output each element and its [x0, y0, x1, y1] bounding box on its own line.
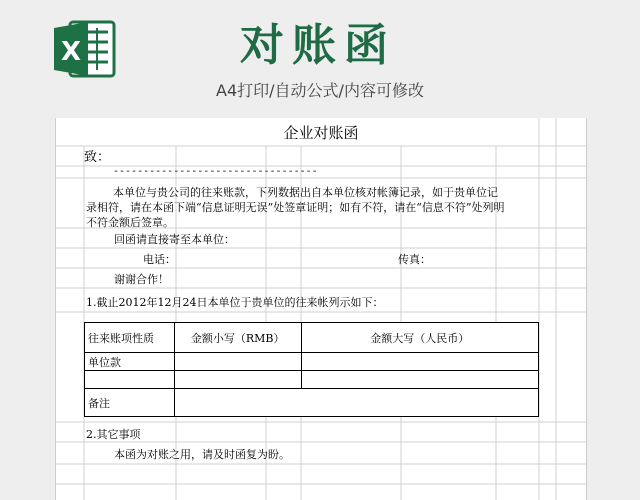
- table-cell[interactable]: [174, 389, 538, 417]
- intro-paragraph: 本单位与贵公司的往来账款，下列数据出自本单位核对帐簿记录，如于贵单位记录相符，请在本函下端“信息证明无误”处签章证明；如有不符，请在“信息不符”处列明不符金额后签章。: [86, 186, 505, 229]
- recipient-blank-line: ----------------------------------: [113, 166, 318, 177]
- sheet-title: 企业对账函: [283, 124, 359, 142]
- table-header-cell: 金额小写（RMB）: [174, 323, 301, 353]
- table-cell[interactable]: [301, 371, 538, 389]
- phone-label: 电话：: [143, 253, 176, 266]
- thanks-text: 谢谢合作！: [114, 273, 169, 286]
- table-cell: 单位款: [85, 353, 175, 371]
- section1-heading: 1.截止2012年12月24日本单位于贵单位的往来帐列示如下：: [86, 296, 384, 309]
- account-table: [84, 322, 539, 417]
- fax-label: 传真：: [398, 253, 431, 266]
- reply-address-line: 回函请直接寄至本单位：: [114, 233, 235, 246]
- table-header-cell: 金额大写（人民币）: [301, 323, 538, 353]
- table-header-cell: 往来账项性质: [85, 323, 175, 353]
- table-row: [85, 353, 539, 371]
- table-row: [85, 389, 539, 417]
- table-cell[interactable]: [85, 371, 175, 389]
- table-cell[interactable]: [174, 371, 301, 389]
- table-cell[interactable]: [301, 353, 538, 371]
- page-subtitle: A4打印/自动公式/内容可修改: [216, 81, 424, 100]
- svg-text:X: X: [61, 37, 82, 67]
- table-header-row: [85, 323, 539, 353]
- table-cell[interactable]: [174, 353, 301, 371]
- table-cell: 备注: [85, 389, 175, 417]
- header: [0, 0, 640, 118]
- page-title: 对账函: [240, 20, 396, 71]
- spreadsheet-sheet: [55, 118, 587, 500]
- recipient-label: 致：: [84, 150, 111, 165]
- section2-heading: 2.其它事项: [86, 428, 141, 441]
- excel-icon: [52, 20, 116, 78]
- closing-text: 本函为对账之用，请及时函复为盼。: [114, 448, 290, 461]
- table-row: [85, 371, 539, 389]
